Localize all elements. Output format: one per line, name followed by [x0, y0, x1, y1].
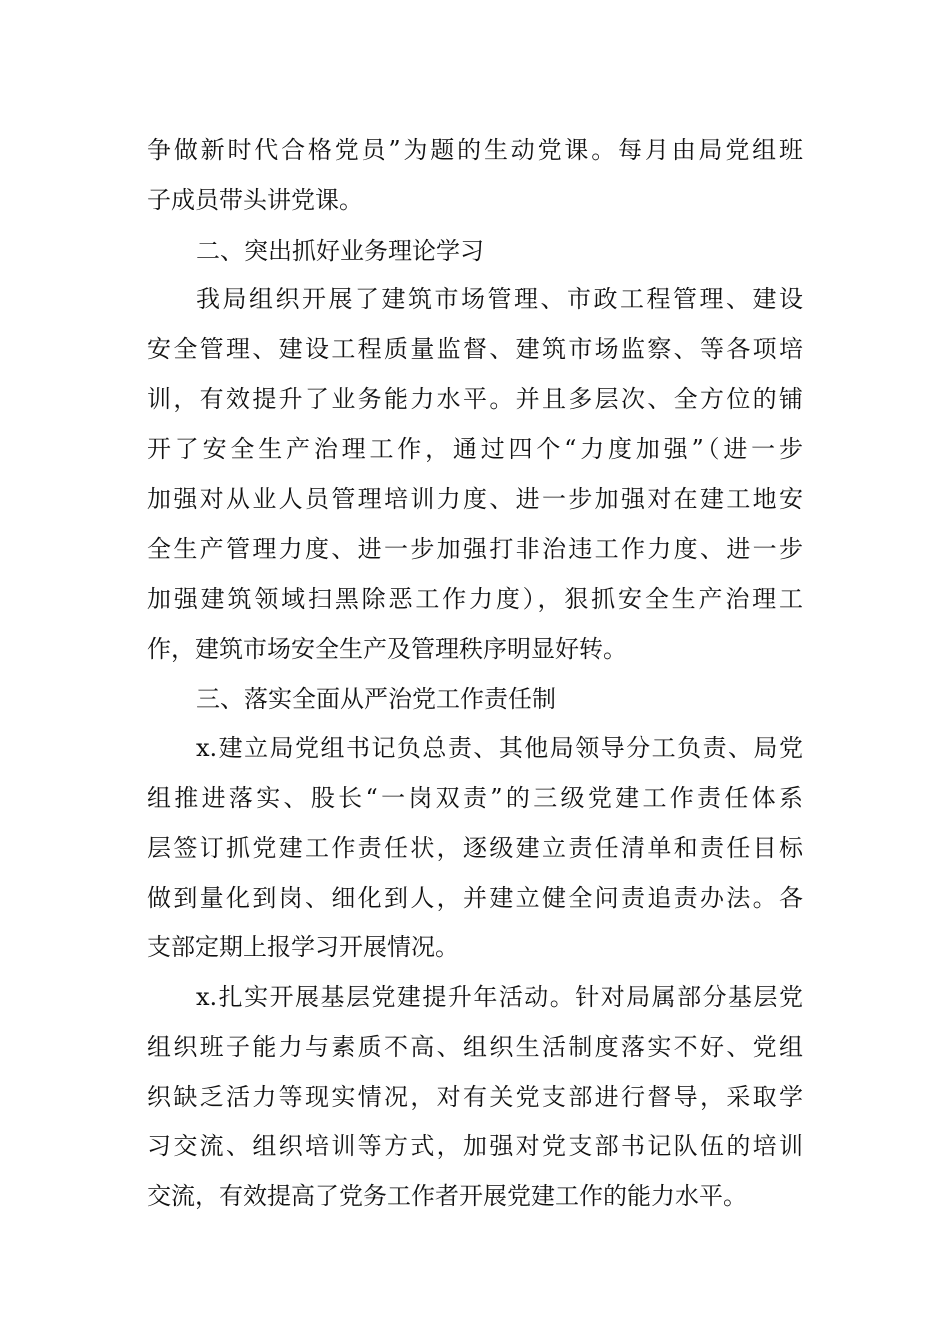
body-line: 作，建筑市场安全生产及管理秩序明显好转。 [147, 635, 627, 663]
body-line: 子成员带头讲党课。 [147, 186, 363, 214]
body-line: 训，有效提升了业务能力水平。并且多层次、全方位的铺 [147, 385, 803, 413]
body-line: 交流，有效提高了党务工作者开展党建工作的能力水平。 [147, 1182, 747, 1210]
body-line: 组推进落实、股长“一岗双责”的三级党建工作责任体系 [147, 784, 803, 812]
body-line: 我局组织开展了建筑市场管理、市政工程管理、建设 [196, 285, 803, 313]
body-line: x.建立局党组书记负总责、其他局领导分工负责、局党 [196, 734, 803, 762]
body-line: 安全管理、建设工程质量监督、建筑市场监察、等各项培 [147, 335, 803, 363]
body-line: 做到量化到岗、细化到人，并建立健全问责追责办法。各 [147, 884, 803, 912]
body-line: 加强建筑领域扫黑除恶工作力度），狠抓安全生产治理工 [147, 585, 803, 613]
body-line: 习交流、组织培训等方式，加强对党支部书记队伍的培训 [147, 1132, 803, 1160]
body-line: 开了安全生产治理工作，通过四个“力度加强”（进一步 [147, 435, 803, 463]
body-line: 全生产管理力度、进一步加强打非治违工作力度、进一步 [147, 535, 803, 563]
section-heading: 二、突出抓好业务理论学习 [196, 237, 484, 265]
body-line: 支部定期上报学习开展情况。 [147, 933, 459, 961]
body-line: x.扎实开展基层党建提升年活动。针对局属部分基层党 [196, 983, 803, 1011]
body-line: 组织班子能力与素质不高、组织生活制度落实不好、党组 [147, 1033, 803, 1061]
body-line: 层签订抓党建工作责任状，逐级建立责任清单和责任目标 [147, 834, 803, 862]
section-heading: 三、落实全面从严治党工作责任制 [196, 685, 556, 713]
body-line: 加强对从业人员管理培训力度、进一步加强对在建工地安 [147, 485, 803, 513]
body-line: 争做新时代合格党员”为题的生动党课。每月由局党组班 [147, 136, 803, 164]
body-line: 织缺乏活力等现实情况，对有关党支部进行督导，采取学 [147, 1083, 803, 1111]
